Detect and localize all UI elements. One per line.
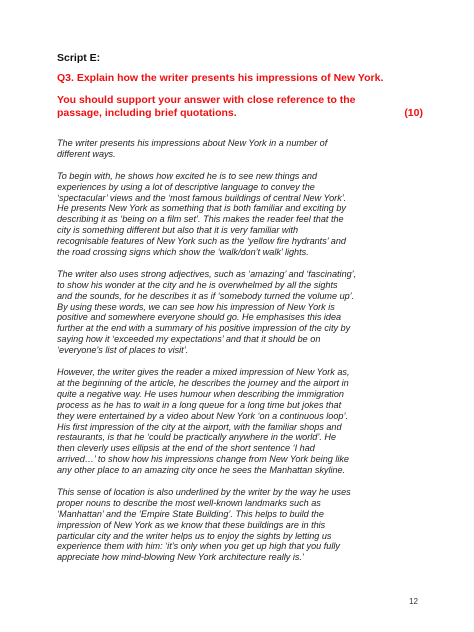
page-number: 12 <box>409 597 418 606</box>
answer-paragraph-4: However, the writer gives the reader a mixed impression of New York as, at the beginning of the article, he describes the journey and the airport in quite a negative way. He uses humour when describing the immigration process as he has to wait in a long queue for a long time but jokes that they were entertained by a video about New York ‘on a continuous loop’. His first impression of the city at the airport, with the familiar shops and restaurants, is that he ‘could be practically anywhere in the world’. He then cleverly uses ellipsis at the end of the short sentence ‘I had arrived…’ to show how his impressions change from New York being like any other place to an amazing city once he sees the Manhattan skyline. <box>57 366 350 476</box>
instruction-line-1: You should support your answer with close reference to the <box>57 94 356 106</box>
answer-paragraph-5: This sense of location is also underlined by the writer by the way he uses proper nouns to describe the most well-known landmarks such as ‘Manhattan’ and the ‘Empire State Building’. This helps to build the impression of New York as we know that these buildings are in this particular city and the writer helps us to enjoy the sights by letting us experience them with him: ‘it’s only when you get up high that you fully appreciate how mind-blowing New York architecture really is.’ <box>57 486 351 563</box>
answer-paragraph-2: To begin with, he shows how excited he is to see new things and experiences by using a lot of descriptive language to convey the ‘spectacular’ views and the ‘most famous buildings of central New York’. He presents New York as something that is both familiar and exciting by describing it as ‘being on a film set’. This makes the reader feel that the city is something different but also that it is very familiar with recognisable features of New York such as the ‘yellow fire hydrants’ and the road crossing signs which show the ‘walk/don’t walk’ lights. <box>57 170 347 258</box>
question-instruction <box>57 94 427 119</box>
answer-body <box>57 138 427 574</box>
answer-paragraph-3: The writer also uses strong adjectives, such as ‘amazing’ and ‘fascinating’, to show his wonder at the city and he is overwhelmed by all the sights and the sounds, for he describes it as if ‘somebody turned the volume up’. By using these words, we can see how his impression of New York is positive and somewhere everyone should go. He emphasises this idea further at the end with a summary of his positive impression of the city by saying how it ‘exceeded my expectations’ and that it should be on ‘everyone’s list of places to visit’. <box>57 268 357 356</box>
question-heading: Q3. Explain how the writer presents his impressions of New York. <box>57 72 384 84</box>
marks-label: (10) <box>404 106 423 119</box>
answer-paragraph-1: The writer presents his impressions about New York in a number of different ways. <box>57 138 328 159</box>
script-label: Script E: <box>57 52 101 64</box>
instruction-line-2: passage, including brief quotations. <box>57 106 237 119</box>
